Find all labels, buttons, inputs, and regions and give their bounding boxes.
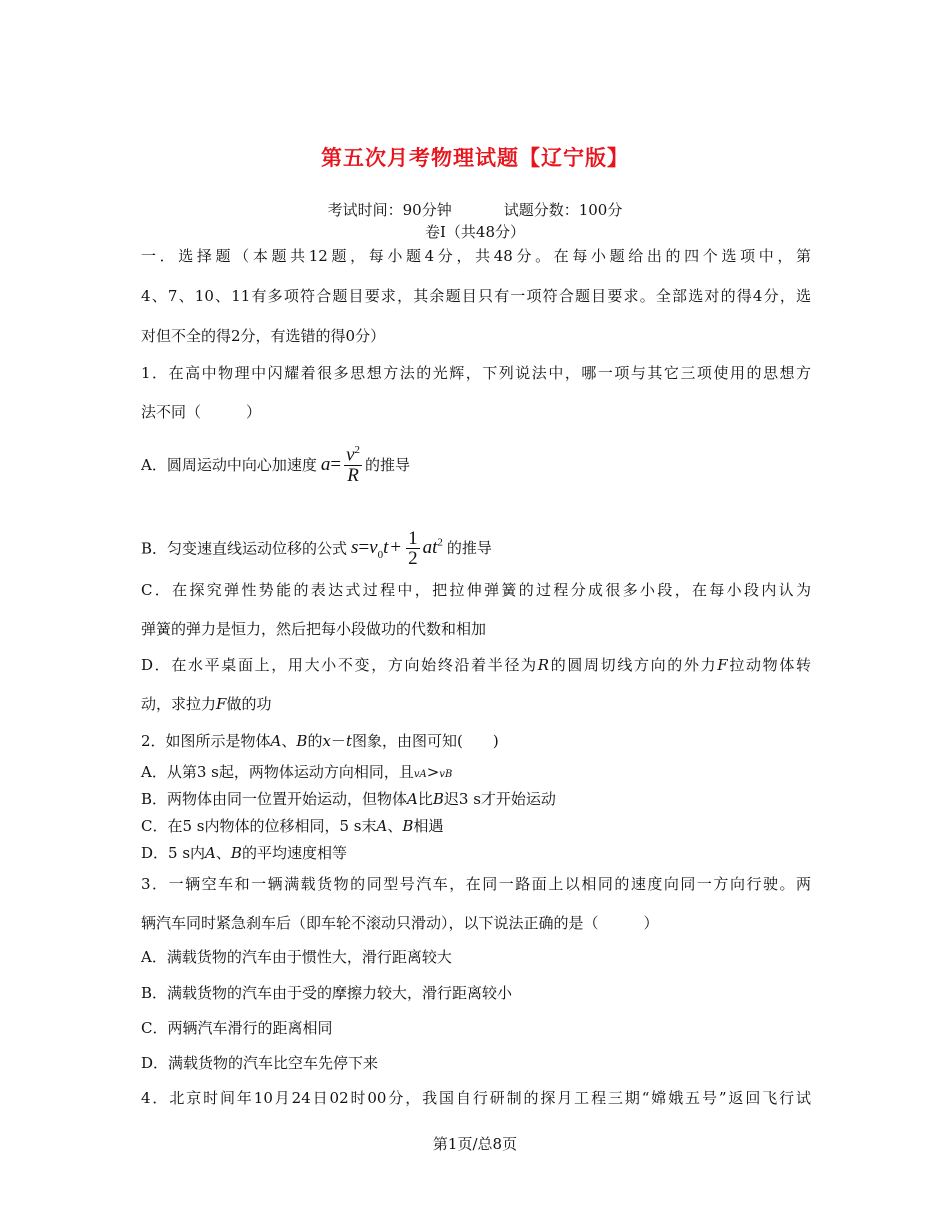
q1-stem-line2: 法不同（ ） — [141, 403, 262, 421]
q2-option-c: C．在5 s内物体的位移相同，5 s末A、B相遇 — [141, 817, 444, 835]
q3-option-c: C．两辆汽车滑行的距离相同 — [141, 1019, 333, 1037]
displacement-formula: $s=v_0t$ + $\frac{1}{2}$ $at^2$ — [351, 527, 443, 570]
q2-stem: 2．如图所示是物体A、B的x－t图象，由图可知( ) — [141, 732, 499, 750]
exam-time: 考试时间：90分钟 — [327, 201, 452, 219]
q2-option-d: D．5 s内A、B的平均速度相等 — [141, 844, 347, 862]
q1-stem-line1: 1．在高中物理中闪耀着很多思想方法的光辉，下列说法中，哪一项与其它三项使用的思想方 — [141, 364, 811, 382]
q3-option-a: A．满载货物的汽车由于惯性大，滑行距离较大 — [141, 948, 452, 966]
section1-line2: 4、7、10、11有多项符合题目要求，其余题目只有一项符合题目要求。全部选对的得4分，选 — [141, 287, 811, 305]
page-title: 第五次月考物理试题【辽宁版】 — [321, 146, 629, 170]
q2-option-a: A．从第3 s起，两物体运动方向相同，且vA>vB — [141, 763, 453, 781]
page-footer: 第1页/总8页 — [432, 1135, 518, 1153]
q3-option-b: B．满载货物的汽车由于受的摩擦力较大，滑行距离较小 — [141, 984, 513, 1002]
q1-option-c-line2: 弹簧的弹力是恒力，然后把每小段做功的代数和相加 — [141, 620, 487, 638]
section1-line3: 对但不全的得2分，有选错的得0分） — [141, 327, 386, 345]
centripetal-formula: a= $\frac{v^2}{R}$ — [320, 444, 360, 487]
q3-stem-line2: 辆汽车同时紧急刹车后（即车轮不滚动只滑动），以下说法正确的是（ ） — [141, 914, 659, 932]
q1-option-b: B．匀变速直线运动位移的公式 $s=v_0t$ + $\frac{1}{2}$ $at^2$ 的推导 — [141, 527, 492, 570]
q1-option-c-line1: C．在探究弹性势能的表达式过程中，把拉伸弹簧的过程分成很多小段，在每小段内认为 — [141, 581, 811, 599]
q1-option-d-line1: D．在水平桌面上，用大小不变，方向始终沿着半径为R的圆周切线方向的外力F拉动物体转 — [141, 656, 811, 674]
q2-option-b: B．两物体由同一位置开始运动，但物体A比B迟3 s才开始运动 — [141, 790, 556, 808]
q1-option-a: A．圆周运动中向心加速度 a= $\frac{v^2}{R}$ 的推导 — [141, 444, 411, 487]
volume-heading: 卷Ⅰ（共48分） — [424, 223, 525, 241]
q3-stem-line1: 3．一辆空车和一辆满载货物的同型号汽车，在同一路面上以相同的速度向同一方向行驶。两 — [141, 875, 811, 893]
section1-line1: 一．选择题（本题共12题，每小题4分，共48分。在每小题给出的四个选项中，第 — [141, 247, 811, 265]
exam-score: 试题分数：100分 — [503, 201, 623, 219]
q1-option-d-line2: 动，求拉力F做的功 — [141, 695, 272, 713]
q4-stem-line1: 4．北京时间年10月24日02时00分，我国自行研制的探月工程三期“嫦娥五号”返回飞行试 — [141, 1089, 811, 1107]
exam-info — [0, 199, 950, 220]
q3-option-d: D．满载货物的汽车比空车先停下来 — [141, 1054, 379, 1072]
